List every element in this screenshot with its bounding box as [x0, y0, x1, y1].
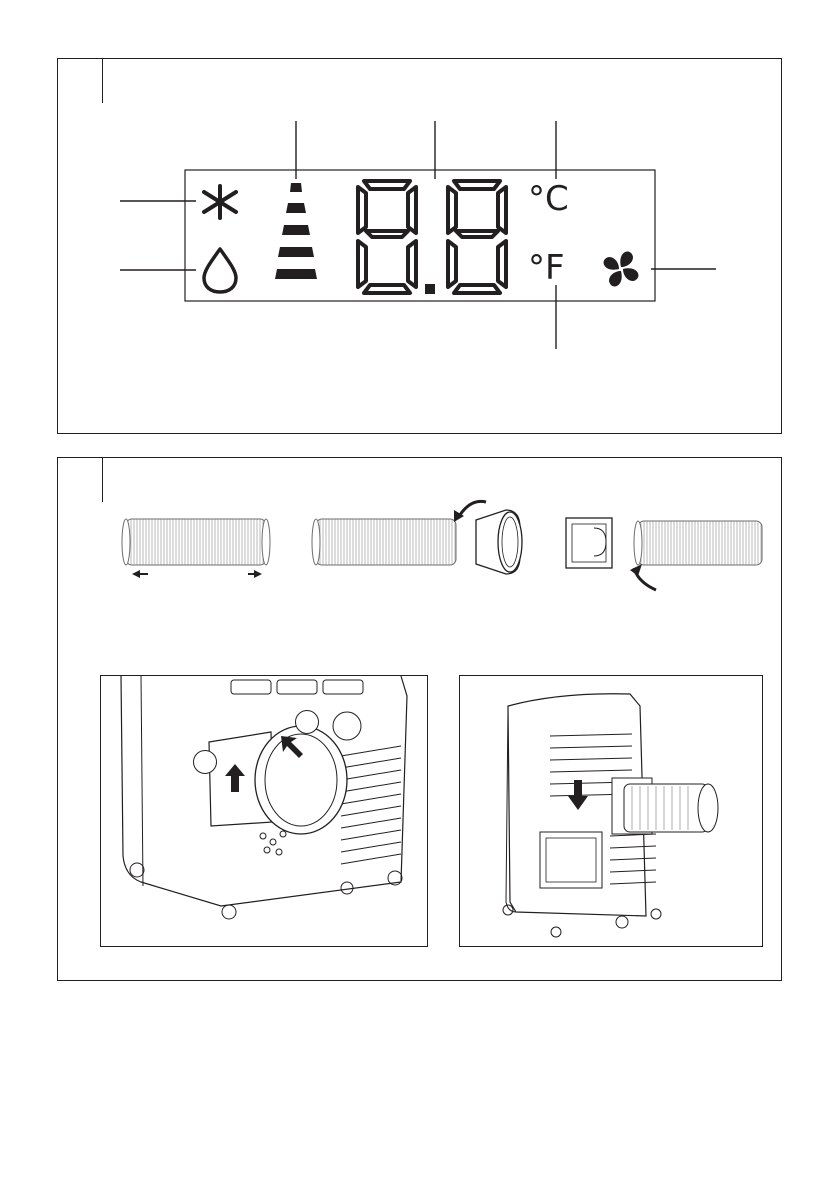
- lcd-display: [58, 59, 783, 435]
- seven-segment-digits: [358, 181, 506, 293]
- hose-steps-illustration: [58, 458, 783, 618]
- display-legend-panel: [57, 58, 782, 434]
- step-circle-2: [295, 710, 319, 734]
- step-extend-hose: [122, 519, 270, 578]
- decimal-point: [425, 284, 435, 294]
- arrow-right-icon: [248, 570, 262, 578]
- arrow-left-icon: [132, 570, 148, 578]
- rear-grille: [341, 746, 401, 864]
- unit-fahrenheit-label: °F: [528, 248, 565, 288]
- install-photo-right: [459, 675, 763, 947]
- fan-speed-bars-icon: [275, 183, 317, 279]
- installation-panel: [57, 457, 782, 981]
- step-attach-outlet-adapter: [566, 518, 762, 590]
- unit-front-illustration: [460, 676, 764, 948]
- unit-celsius-label: °C: [528, 179, 569, 219]
- snowflake-icon: [204, 186, 236, 218]
- water-drop-icon: [204, 249, 236, 292]
- step-attach-window-adapter: [312, 501, 522, 574]
- step-circle-1: [193, 750, 217, 774]
- fan-icon: [604, 252, 639, 287]
- install-photo-left: [100, 675, 428, 947]
- unit-rear-illustration: [101, 676, 429, 948]
- filter-dots: [260, 831, 286, 855]
